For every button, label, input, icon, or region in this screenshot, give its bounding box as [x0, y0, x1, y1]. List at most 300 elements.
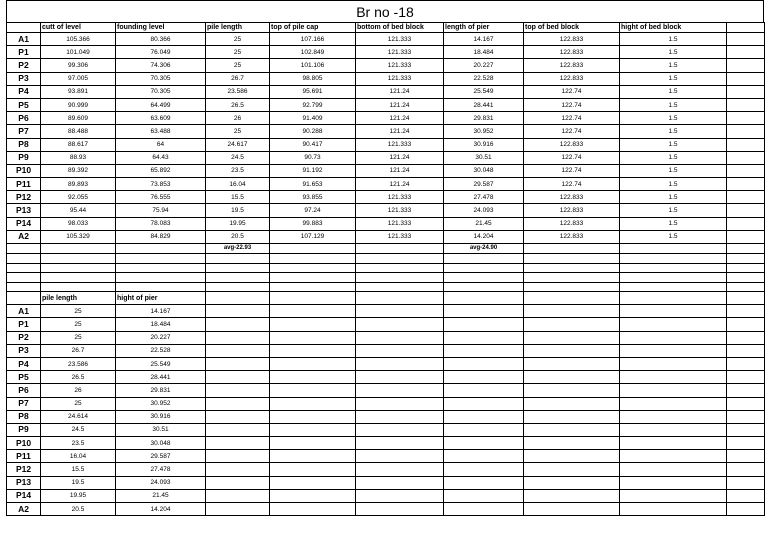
row-label[interactable]: P4	[7, 85, 41, 98]
cell[interactable]	[206, 344, 270, 357]
data-cell[interactable]: 27.478	[116, 463, 206, 476]
cell[interactable]	[524, 463, 620, 476]
cell[interactable]	[356, 344, 444, 357]
cell[interactable]	[727, 59, 765, 72]
data-cell[interactable]: 122.74	[524, 125, 620, 138]
data-cell[interactable]: 121.24	[356, 125, 444, 138]
cell[interactable]	[727, 217, 765, 230]
data-cell[interactable]: 122.833	[524, 230, 620, 243]
data-cell[interactable]: 25	[41, 397, 116, 410]
cell[interactable]	[620, 489, 727, 502]
cell[interactable]	[356, 476, 444, 489]
data-cell[interactable]: 25.549	[116, 357, 206, 370]
data-cell[interactable]: 70.305	[116, 85, 206, 98]
cell[interactable]	[524, 263, 620, 273]
row-label[interactable]: P13	[7, 476, 41, 489]
cell[interactable]	[727, 151, 765, 164]
cell[interactable]	[41, 263, 116, 273]
data-cell[interactable]: 28.441	[116, 371, 206, 384]
cell[interactable]	[727, 46, 765, 59]
data-cell[interactable]: 27.478	[444, 191, 524, 204]
data-cell[interactable]: 30.952	[116, 397, 206, 410]
cell[interactable]	[270, 357, 356, 370]
data-cell[interactable]: 121.333	[356, 59, 444, 72]
data-cell[interactable]: 28.441	[444, 98, 524, 111]
column-header[interactable]: bottom of bed block	[356, 23, 444, 33]
cell[interactable]	[620, 450, 727, 463]
cell[interactable]	[41, 273, 116, 283]
data-cell[interactable]: 64.499	[116, 98, 206, 111]
cell[interactable]	[444, 450, 524, 463]
cell[interactable]	[270, 384, 356, 397]
data-cell[interactable]: 16.04	[206, 178, 270, 191]
data-cell[interactable]: 21.45	[444, 217, 524, 230]
cell[interactable]	[270, 503, 356, 516]
cell[interactable]	[444, 357, 524, 370]
data-cell[interactable]: 1.5	[620, 178, 727, 191]
cell[interactable]	[206, 371, 270, 384]
data-cell[interactable]: 20.227	[444, 59, 524, 72]
data-cell[interactable]: 1.5	[620, 59, 727, 72]
data-cell[interactable]: 76.049	[116, 46, 206, 59]
data-cell[interactable]: 121.333	[356, 33, 444, 46]
row-label[interactable]: P9	[7, 151, 41, 164]
data-cell[interactable]: 63.488	[116, 125, 206, 138]
cell[interactable]	[727, 191, 765, 204]
data-cell[interactable]: 90.999	[41, 98, 116, 111]
cell[interactable]	[524, 371, 620, 384]
cell[interactable]	[270, 305, 356, 318]
data-cell[interactable]: 121.333	[356, 230, 444, 243]
cell[interactable]	[727, 23, 765, 33]
data-cell[interactable]: 95.44	[41, 204, 116, 217]
cell[interactable]	[356, 450, 444, 463]
data-cell[interactable]: 15.5	[206, 191, 270, 204]
data-cell[interactable]: 122.833	[524, 217, 620, 230]
row-label[interactable]: A1	[7, 33, 41, 46]
cell[interactable]	[270, 397, 356, 410]
cell[interactable]	[727, 318, 765, 331]
data-cell[interactable]: 25	[41, 305, 116, 318]
data-cell[interactable]: 29.587	[116, 450, 206, 463]
data-cell[interactable]: 26.5	[206, 98, 270, 111]
cell[interactable]	[7, 23, 41, 33]
row-label[interactable]: P1	[7, 46, 41, 59]
cell[interactable]	[524, 384, 620, 397]
data-cell[interactable]: 89.609	[41, 112, 116, 125]
cell[interactable]	[444, 292, 524, 305]
data-cell[interactable]: 122.74	[524, 178, 620, 191]
data-cell[interactable]: 30.952	[444, 125, 524, 138]
row-label[interactable]: P14	[7, 217, 41, 230]
cell[interactable]	[444, 397, 524, 410]
row-label[interactable]: P13	[7, 204, 41, 217]
cell[interactable]	[270, 371, 356, 384]
cell[interactable]	[206, 423, 270, 436]
row-label[interactable]: P8	[7, 138, 41, 151]
data-cell[interactable]: 26	[206, 112, 270, 125]
cell[interactable]	[620, 263, 727, 273]
column-header[interactable]: hight of pier	[116, 292, 206, 305]
sheet-title[interactable]: Br no -18	[6, 0, 764, 22]
cell[interactable]	[727, 112, 765, 125]
cell[interactable]	[727, 244, 765, 254]
data-cell[interactable]: 101.049	[41, 46, 116, 59]
cell[interactable]	[620, 254, 727, 264]
data-cell[interactable]: 25.549	[444, 85, 524, 98]
cell[interactable]	[116, 244, 206, 254]
cell[interactable]	[524, 450, 620, 463]
data-cell[interactable]: 98.033	[41, 217, 116, 230]
cell[interactable]	[206, 263, 270, 273]
data-cell[interactable]: 1.5	[620, 204, 727, 217]
cell[interactable]	[727, 273, 765, 283]
cell[interactable]	[206, 273, 270, 283]
cell[interactable]	[727, 371, 765, 384]
cell[interactable]	[727, 397, 765, 410]
cell[interactable]	[206, 463, 270, 476]
cell[interactable]	[727, 282, 765, 292]
data-cell[interactable]: 23.586	[41, 357, 116, 370]
data-cell[interactable]: 88.93	[41, 151, 116, 164]
data-cell[interactable]: 19.95	[41, 489, 116, 502]
cell[interactable]	[444, 344, 524, 357]
data-cell[interactable]: 30.916	[444, 138, 524, 151]
data-cell[interactable]: 122.74	[524, 164, 620, 177]
cell[interactable]	[206, 357, 270, 370]
data-cell[interactable]: 16.04	[41, 450, 116, 463]
data-cell[interactable]: 121.333	[356, 72, 444, 85]
cell[interactable]	[727, 476, 765, 489]
cell[interactable]	[41, 282, 116, 292]
cell[interactable]	[270, 423, 356, 436]
data-cell[interactable]: 90.288	[270, 125, 356, 138]
data-cell[interactable]: 14.167	[444, 33, 524, 46]
data-cell[interactable]: 121.24	[356, 98, 444, 111]
data-cell[interactable]: 89.392	[41, 164, 116, 177]
row-label[interactable]: P5	[7, 98, 41, 111]
row-label[interactable]: P7	[7, 397, 41, 410]
row-label[interactable]: P1	[7, 318, 41, 331]
cell[interactable]	[727, 125, 765, 138]
data-cell[interactable]: 1.5	[620, 112, 727, 125]
data-cell[interactable]: 95.691	[270, 85, 356, 98]
cell[interactable]	[727, 292, 765, 305]
cell[interactable]	[270, 344, 356, 357]
cell[interactable]	[206, 437, 270, 450]
cell[interactable]	[116, 282, 206, 292]
cell[interactable]	[727, 410, 765, 423]
data-cell[interactable]: 1.5	[620, 191, 727, 204]
data-cell[interactable]: 1.5	[620, 33, 727, 46]
data-cell[interactable]: 1.5	[620, 151, 727, 164]
cell[interactable]	[524, 357, 620, 370]
cell[interactable]	[727, 463, 765, 476]
data-cell[interactable]: 14.204	[444, 230, 524, 243]
data-cell[interactable]: 89.893	[41, 178, 116, 191]
data-cell[interactable]: 14.204	[116, 503, 206, 516]
data-cell[interactable]: 122.833	[524, 59, 620, 72]
data-cell[interactable]: 64	[116, 138, 206, 151]
data-cell[interactable]: 122.74	[524, 112, 620, 125]
data-cell[interactable]: 29.831	[116, 384, 206, 397]
cell[interactable]	[356, 305, 444, 318]
row-label[interactable]: P5	[7, 371, 41, 384]
data-cell[interactable]: 25	[41, 331, 116, 344]
data-cell[interactable]: 1.5	[620, 46, 727, 59]
row-label[interactable]: A2	[7, 503, 41, 516]
cell[interactable]	[727, 72, 765, 85]
cell[interactable]	[116, 254, 206, 264]
cell[interactable]	[444, 318, 524, 331]
cell[interactable]	[206, 450, 270, 463]
row-label[interactable]: P3	[7, 72, 41, 85]
column-header[interactable]: founding level	[116, 23, 206, 33]
row-label[interactable]: P6	[7, 384, 41, 397]
data-cell[interactable]: 19.95	[206, 217, 270, 230]
cell[interactable]	[206, 384, 270, 397]
column-header[interactable]: pile length	[41, 292, 116, 305]
cell[interactable]	[356, 254, 444, 264]
cell[interactable]	[356, 397, 444, 410]
data-cell[interactable]: 122.74	[524, 98, 620, 111]
data-cell[interactable]: 101.106	[270, 59, 356, 72]
cell[interactable]	[444, 305, 524, 318]
data-cell[interactable]: 122.833	[524, 72, 620, 85]
row-label[interactable]: P14	[7, 489, 41, 502]
data-cell[interactable]: 73.853	[116, 178, 206, 191]
data-cell[interactable]: 102.849	[270, 46, 356, 59]
cell[interactable]	[356, 273, 444, 283]
data-cell[interactable]: 24.614	[41, 410, 116, 423]
cell[interactable]	[620, 476, 727, 489]
data-cell[interactable]: 25	[206, 46, 270, 59]
data-cell[interactable]: 64.43	[116, 151, 206, 164]
cell[interactable]	[727, 331, 765, 344]
cell[interactable]	[620, 344, 727, 357]
data-cell[interactable]: 76.555	[116, 191, 206, 204]
data-cell[interactable]: 91.409	[270, 112, 356, 125]
data-cell[interactable]: 30.048	[116, 437, 206, 450]
cell[interactable]	[620, 384, 727, 397]
cell[interactable]	[727, 33, 765, 46]
row-label[interactable]: P12	[7, 463, 41, 476]
cell[interactable]	[270, 437, 356, 450]
data-cell[interactable]: 70.305	[116, 72, 206, 85]
row-label[interactable]: P9	[7, 423, 41, 436]
data-cell[interactable]: 105.329	[41, 230, 116, 243]
data-cell[interactable]: 121.333	[356, 204, 444, 217]
cell[interactable]	[444, 410, 524, 423]
cell[interactable]	[270, 244, 356, 254]
cell[interactable]	[206, 489, 270, 502]
cell[interactable]	[727, 164, 765, 177]
data-cell[interactable]: 121.24	[356, 164, 444, 177]
data-cell[interactable]: 91.192	[270, 164, 356, 177]
cell[interactable]	[524, 273, 620, 283]
cell[interactable]	[356, 357, 444, 370]
data-cell[interactable]: 20.5	[206, 230, 270, 243]
row-label[interactable]: P11	[7, 178, 41, 191]
cell[interactable]	[356, 489, 444, 502]
cell[interactable]	[524, 292, 620, 305]
data-cell[interactable]: 20.227	[116, 331, 206, 344]
cell[interactable]	[206, 318, 270, 331]
cell[interactable]	[620, 357, 727, 370]
column-header[interactable]: length of pier	[444, 23, 524, 33]
data-cell[interactable]: 122.833	[524, 138, 620, 151]
data-cell[interactable]: 122.74	[524, 85, 620, 98]
cell[interactable]	[524, 305, 620, 318]
data-cell[interactable]: 88.488	[41, 125, 116, 138]
cell[interactable]	[727, 503, 765, 516]
cell[interactable]	[444, 476, 524, 489]
cell[interactable]	[524, 503, 620, 516]
data-cell[interactable]: 1.5	[620, 85, 727, 98]
cell[interactable]	[620, 437, 727, 450]
data-cell[interactable]: 74.306	[116, 59, 206, 72]
data-cell[interactable]: 25	[41, 318, 116, 331]
avg-pier-length[interactable]: avg-24.90	[444, 244, 524, 254]
cell[interactable]	[270, 263, 356, 273]
data-cell[interactable]: 122.74	[524, 151, 620, 164]
data-cell[interactable]: 121.24	[356, 178, 444, 191]
row-label[interactable]: P8	[7, 410, 41, 423]
cell[interactable]	[444, 331, 524, 344]
cell[interactable]	[524, 437, 620, 450]
data-cell[interactable]: 25	[206, 125, 270, 138]
data-cell[interactable]: 107.129	[270, 230, 356, 243]
data-cell[interactable]: 121.333	[356, 191, 444, 204]
data-cell[interactable]: 122.833	[524, 191, 620, 204]
data-cell[interactable]: 84.829	[116, 230, 206, 243]
cell[interactable]	[620, 305, 727, 318]
data-cell[interactable]: 24.093	[444, 204, 524, 217]
cell[interactable]	[356, 437, 444, 450]
data-cell[interactable]: 97.005	[41, 72, 116, 85]
column-header[interactable]: top of bed block	[524, 23, 620, 33]
cell[interactable]	[206, 476, 270, 489]
cell[interactable]	[356, 423, 444, 436]
data-cell[interactable]: 19.5	[206, 204, 270, 217]
data-cell[interactable]: 26.5	[41, 371, 116, 384]
data-cell[interactable]: 92.799	[270, 98, 356, 111]
cell[interactable]	[206, 282, 270, 292]
cell[interactable]	[727, 254, 765, 264]
column-header[interactable]: pile length	[206, 23, 270, 33]
data-cell[interactable]: 14.167	[116, 305, 206, 318]
data-cell[interactable]: 30.51	[116, 423, 206, 436]
cell[interactable]	[524, 318, 620, 331]
data-cell[interactable]: 99.306	[41, 59, 116, 72]
data-cell[interactable]: 98.805	[270, 72, 356, 85]
cell[interactable]	[444, 371, 524, 384]
cell[interactable]	[524, 331, 620, 344]
data-cell[interactable]: 1.5	[620, 72, 727, 85]
data-cell[interactable]: 121.24	[356, 112, 444, 125]
cell[interactable]	[7, 292, 41, 305]
cell[interactable]	[620, 331, 727, 344]
cell[interactable]	[356, 410, 444, 423]
data-cell[interactable]: 91.653	[270, 178, 356, 191]
cell[interactable]	[620, 463, 727, 476]
data-cell[interactable]: 24.5	[41, 423, 116, 436]
data-cell[interactable]: 88.617	[41, 138, 116, 151]
cell[interactable]	[727, 204, 765, 217]
data-cell[interactable]: 78.083	[116, 217, 206, 230]
cell[interactable]	[524, 244, 620, 254]
cell[interactable]	[444, 489, 524, 502]
data-cell[interactable]: 26.7	[206, 72, 270, 85]
cell[interactable]	[620, 244, 727, 254]
row-label[interactable]: P2	[7, 59, 41, 72]
cell[interactable]	[444, 254, 524, 264]
data-cell[interactable]: 23.5	[41, 437, 116, 450]
cell[interactable]	[444, 282, 524, 292]
cell[interactable]	[206, 503, 270, 516]
row-label[interactable]: P2	[7, 331, 41, 344]
cell[interactable]	[444, 384, 524, 397]
cell[interactable]	[620, 503, 727, 516]
data-cell[interactable]: 75.94	[116, 204, 206, 217]
cell[interactable]	[7, 263, 41, 273]
data-cell[interactable]: 1.5	[620, 217, 727, 230]
column-header[interactable]: hight of bed block	[620, 23, 727, 33]
data-cell[interactable]: 25	[206, 33, 270, 46]
data-cell[interactable]: 93.891	[41, 85, 116, 98]
data-cell[interactable]: 22.528	[116, 344, 206, 357]
cell[interactable]	[116, 273, 206, 283]
cell[interactable]	[356, 503, 444, 516]
row-label[interactable]: P7	[7, 125, 41, 138]
avg-pile-length[interactable]: avg-22.93	[206, 244, 270, 254]
cell[interactable]	[727, 178, 765, 191]
cell[interactable]	[270, 254, 356, 264]
data-cell[interactable]: 1.5	[620, 164, 727, 177]
row-label[interactable]: P3	[7, 344, 41, 357]
cell[interactable]	[206, 397, 270, 410]
row-label[interactable]: A1	[7, 305, 41, 318]
cell[interactable]	[727, 230, 765, 243]
cell[interactable]	[524, 476, 620, 489]
data-cell[interactable]: 22.528	[444, 72, 524, 85]
data-cell[interactable]: 24.093	[116, 476, 206, 489]
data-cell[interactable]: 29.831	[444, 112, 524, 125]
row-label[interactable]: A2	[7, 230, 41, 243]
data-cell[interactable]: 122.833	[524, 204, 620, 217]
data-cell[interactable]: 92.055	[41, 191, 116, 204]
cell[interactable]	[620, 273, 727, 283]
cell[interactable]	[727, 305, 765, 318]
data-cell[interactable]: 23.5	[206, 164, 270, 177]
data-cell[interactable]: 121.333	[356, 217, 444, 230]
row-label[interactable]: P10	[7, 437, 41, 450]
data-cell[interactable]: 80.366	[116, 33, 206, 46]
row-label[interactable]: P4	[7, 357, 41, 370]
data-cell[interactable]: 23.586	[206, 85, 270, 98]
cell[interactable]	[356, 318, 444, 331]
data-cell[interactable]: 122.833	[524, 46, 620, 59]
data-cell[interactable]: 105.366	[41, 33, 116, 46]
data-cell[interactable]: 15.5	[41, 463, 116, 476]
row-label[interactable]: P12	[7, 191, 41, 204]
cell[interactable]	[270, 476, 356, 489]
cell[interactable]	[356, 331, 444, 344]
cell[interactable]	[270, 450, 356, 463]
cell[interactable]	[270, 282, 356, 292]
data-cell[interactable]: 121.333	[356, 138, 444, 151]
cell[interactable]	[7, 244, 41, 254]
